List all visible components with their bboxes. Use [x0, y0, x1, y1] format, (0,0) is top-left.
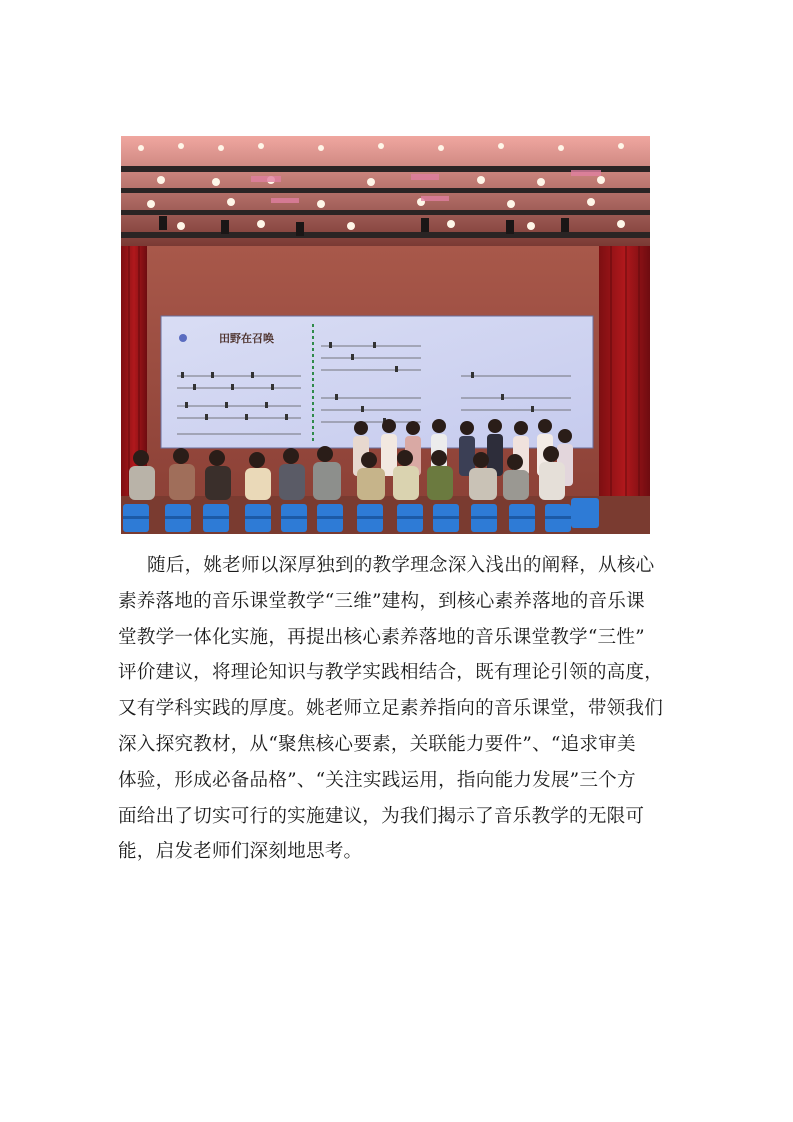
text-line: 深入探究教材，从“聚焦核心要素，关联能力要件”、“追求审美	[118, 733, 636, 755]
text-line: 评价建议，将理论知识与教学实践相结合，既有理论引领的高度，	[118, 662, 664, 684]
text-line: 堂教学一体化实施，再提出核心素养落地的音乐课堂教学“三性”	[118, 626, 645, 648]
body-paragraph	[118, 548, 678, 870]
screen-title: 田野在召唤	[219, 332, 274, 345]
classroom-photo	[121, 136, 650, 534]
text-line: 体验，形成必备品格”、“关注实践运用，指向能力发展”三个方	[118, 769, 636, 791]
text-line: 素养落地的音乐课堂教学“三维”建构，到核心素养落地的音乐课	[118, 590, 645, 612]
text-line: 又有学科实践的厚度。姚老师立足素养指向的音乐课堂，带领我们	[118, 698, 664, 720]
article-body	[118, 548, 678, 870]
text-line: 能，启发老师们深刻地思考。	[118, 841, 363, 863]
text-line: 面给出了切实可行的实施建议，为我们揭示了音乐教学的无限可	[118, 805, 645, 827]
text-line: 随后，姚老师以深厚独到的教学理念深入浅出的阐释，从核心	[147, 555, 655, 576]
